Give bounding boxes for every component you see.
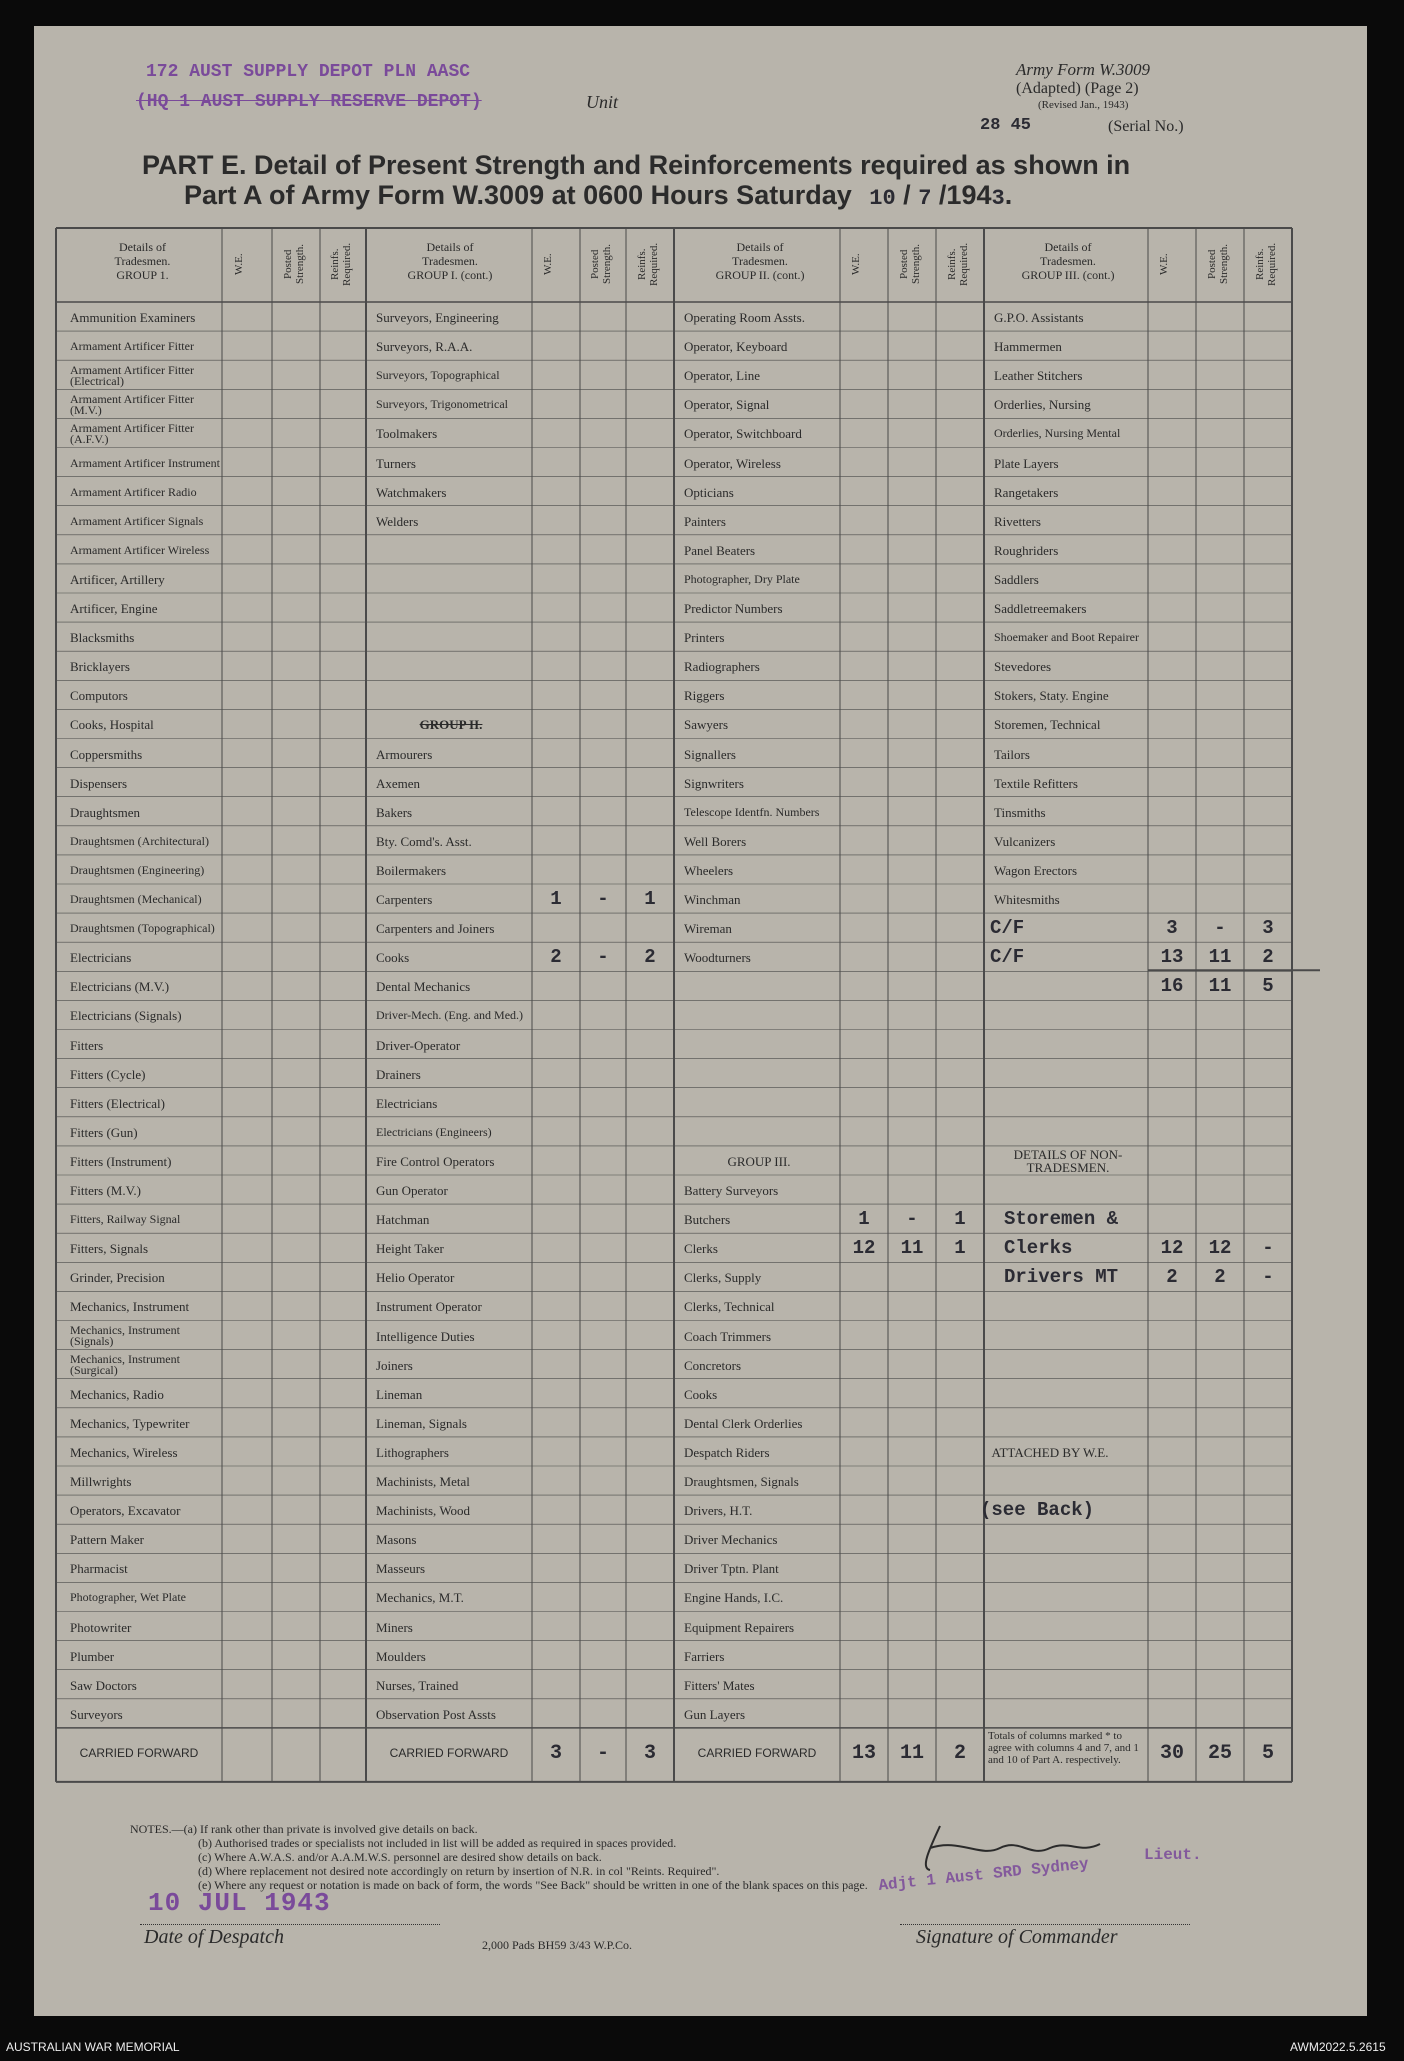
col2-row-label: Driver-Mech. (Eng. and Med.) [376,1008,524,1023]
col2-row-label: Dental Mechanics [376,979,471,995]
col4-row-label: Whitesmiths [994,892,1060,908]
col4-row-label: Stokers, Staty. Engine [994,688,1109,704]
cf-group1c-value: 3 [643,1741,656,1765]
col1-row-label: Fitters (M.V.) [70,1183,141,1199]
commander-signature [900,1818,1120,1878]
col2-row-label: Helio Operator [376,1270,455,1286]
col2-row-label: Bakers [376,804,413,820]
col2-row-label: Welders [376,513,419,529]
col4-row-label: Roughriders [994,542,1059,558]
col3-row-label: Telescope Identfn. Numbers [684,804,820,819]
cf-group2c-value: 13 [851,1741,876,1765]
col3-row-label: Clerks, Technical [684,1299,775,1315]
col1-row-label: Armament Artificer Signals [70,513,204,528]
storemen-label: Storemen & [1004,1208,1119,1231]
col3-row-label: Photographer, Dry Plate [684,571,800,586]
col3-row-label: Driver Mechanics [684,1532,778,1548]
col4-row-label: Tinsmiths [994,804,1046,820]
col1-row-label: Pharmacist [70,1561,128,1577]
col1-row-label: Artificer, Engine [70,601,158,617]
col3-row-label: Cooks [684,1386,718,1402]
group2c-header: Details of Tradesmen. GROUP II. (cont.) [715,240,805,282]
col3-row-label: Gun Layers [684,1706,746,1722]
col1-row-label: Photographer, Wet Plate [70,1590,186,1605]
col3-row-label: Operator, Switchboard [684,426,802,442]
col1-row-label: Armament Artificer Fitter (Electrical) [70,362,194,388]
col3-row-label: Coach Trimmers [684,1328,772,1344]
col1-row-label: Mechanics, Typewriter [70,1415,190,1431]
col2-row-label: Cooks [376,950,410,966]
col1-row-label: Armament Artificer Fitter (M.V.) [70,391,194,417]
signature-stamp: Adjt 1 Aust SRD Sydney [877,1855,1090,1895]
col2-row-label: Masseurs [376,1561,426,1577]
col2-row-label: Fire Control Operators [376,1153,495,1169]
col3-row-label: GROUP III. [727,1153,791,1169]
clerks-value: 11 [900,1237,924,1260]
col1-row-label: Bricklayers [70,659,130,675]
col3-row-label: Operator, Wireless [684,455,781,471]
signature-of-commander-label: Signature of Commander [916,1926,1118,1948]
col1-row-label: Saw Doctors [70,1677,137,1693]
col3-row-label: Battery Surveyors [684,1183,779,1199]
col1-row-label: Fitters (Cycle) [70,1066,146,1082]
col1-row-label: Blacksmiths [70,630,135,646]
col3-row-label: Signwriters [684,775,744,791]
col3-row-label: Panel Beaters [684,542,756,558]
carried-forward-1-value: 3 [1262,917,1274,940]
col1-row-label: Draughtsmen (Architectural) [70,833,209,848]
col2-row-label: Boilermakers [376,862,447,878]
col2-row-label: Nurses, Trained [376,1677,459,1693]
col3-row-label: Drivers, H.T. [684,1503,753,1519]
col1-row-label: Grinder, Precision [70,1270,165,1286]
col1-row-label: Operators, Excavator [70,1503,181,1519]
col4-row-label: Hammermen [994,339,1062,355]
col1-row-label: Surveyors [70,1706,123,1722]
col2-row-label: Surveyors, Engineering [376,310,499,326]
col4-row-label: Vulcanizers [994,833,1056,849]
carried-forward-2-value: 2 [1262,946,1274,969]
serial-label: (Serial No.) [1108,118,1184,135]
col3-row-label: Equipment Repairers [684,1619,795,1635]
date-year-suffix: 3 [991,186,1005,211]
col4-row-label: ATTACHED BY W.E. [991,1444,1109,1460]
col4-row-label: Orderlies, Nursing Mental [994,426,1121,441]
printer-imprint: 2,000 Pads BH59 3/43 W.P.Co. [482,1938,633,1952]
totals-note: Totals of columns marked * to agree with columns 4 and 7, and 1 and 10 of Part A. respectively. [988,1729,1139,1766]
title-end: . [1004,180,1013,210]
carried-forward-1-value: - [1214,917,1226,940]
col3-row-label: Farriers [684,1648,725,1664]
col4-row-label: Leather Stitchers [994,368,1083,384]
col2-row-label: Lithographers [376,1444,449,1460]
title-line2-text: Part A of Army Form W.3009 at 0600 Hours Saturday [184,180,852,210]
col3-row-label: Sawyers [684,717,729,733]
carried-forward-total-value: 11 [1208,975,1232,998]
date-of-despatch-label: Date of Despatch [144,1926,284,1948]
col1-row-label: Armament Artificer Radio [70,484,197,499]
col1-row-label: Draughtsmen (Mechanical) [70,892,202,907]
carried-forward-total-value: 5 [1262,975,1274,998]
col2-row-label: Hatchman [376,1212,430,1228]
col3-row-label: Driver Tptn. Plant [684,1561,779,1577]
carried-forward-1-value: 3 [1166,917,1178,940]
col2-row-label: Masons [376,1532,417,1548]
carpenters-value: 1 [550,888,562,910]
col1-row-label: Artificer, Artillery [70,571,165,587]
form-revised: (Revised Jan., 1943) [1038,99,1129,111]
col2-row-label: Axemen [376,775,421,791]
group3c-header: Details of Tradesmen. GROUP III. (cont.) [1021,240,1115,282]
see-back-label: (see Back) [980,1499,1095,1522]
col3-row-label: Riggers [684,688,725,704]
col2-row-label: Miners [376,1619,413,1635]
col2-row-label: Surveyors, R.A.A. [376,339,473,355]
col2-row-label: Machinists, Wood [376,1503,471,1519]
subheader-we-1: W.E. [233,253,245,275]
note-b: (b) Authorised trades or specialists not included in list will be added as required in spaces provided. [198,1836,677,1850]
col3-row-label: Well Borers [684,833,747,849]
col3-row-label: Predictor Numbers [684,601,783,617]
unit-stamp-line1: 172 AUST SUPPLY DEPOT PLN AASC [146,62,471,82]
col1-row-label: Millwrights [70,1474,132,1490]
col1-row-label: Cooks, Hospital [70,717,154,733]
subheader-posted-4: Posted Strength. [1206,243,1230,285]
col4-row-label: Stevedores [994,659,1052,675]
col1-row-label: Mechanics, Instrument (Surgical) [70,1352,180,1378]
col1-row-label: Armament Artificer Wireless [70,542,210,557]
title-line1: PART E. Detail of Present Strength and Reinforcements required as shown in [142,150,1131,180]
col1-row-label: Ammunition Examiners [70,310,196,326]
cf-totals-value: 25 [1207,1741,1232,1765]
cf-totals-value: 30 [1159,1741,1184,1765]
clerks-label: Clerks [1004,1237,1073,1260]
col1-row-label: Armament Artificer Instrument [70,455,220,470]
col4-row-label: Saddlers [994,571,1039,587]
col2-row-label: Instrument Operator [376,1299,482,1315]
col4-row-label: Tailors [994,746,1030,762]
col2-row-label: Watchmakers [376,484,447,500]
col2-row-label: Toolmakers [376,426,438,442]
col1-row-label: Photowriter [70,1619,132,1635]
col3-row-label: Operator, Keyboard [684,339,788,355]
col3-row-label: Winchman [684,892,741,908]
col3-row-label: Despatch Riders [684,1444,770,1460]
carried-forward-label-group2c: CARRIED FORWARD [697,1745,817,1760]
lieut-stamp: Lieut. [1144,1846,1202,1864]
carried-forward-2-value: 11 [1208,946,1232,969]
subheader-we-2: W.E. [542,253,554,275]
col2-row-label: Carpenters [376,892,433,908]
col3-row-label: Engine Hands, I.C. [684,1590,784,1606]
date-day: 10 [869,186,896,211]
cooks-group2-value: - [597,946,609,969]
col1-row-label: Fitters (Gun) [70,1124,138,1140]
col2-row-label: Drainers [376,1066,421,1082]
col2-row-label: Moulders [376,1648,426,1664]
cf-label-1: C/F [990,917,1025,940]
clerks-value: 12 [852,1237,876,1260]
clerks-value: 1 [954,1237,966,1260]
cf-group2c-value: 2 [953,1741,966,1765]
col3-row-label: Concretors [684,1357,742,1373]
col3-row-label: Signallers [684,746,736,762]
cooks-group2-value: 2 [550,946,562,969]
group1c-header: Details of Tradesmen. GROUP I. (cont.) [407,240,493,282]
col3-row-label: Operator, Line [684,368,761,384]
col2-row-label: Joiners [376,1357,413,1373]
drivers-mt-value: - [1262,1266,1274,1289]
storemen-clerks-value: 12 [1160,1237,1184,1260]
cf-totals-value: 5 [1261,1741,1274,1765]
carried-forward-total-value: 16 [1160,975,1184,998]
subheader-posted-3: Posted Strength. [898,243,922,285]
right-reference: AWM2022.5.2615 [1290,2040,1386,2054]
col1-row-label: Electricians (Signals) [70,1008,182,1024]
col1-row-label: Mechanics, Wireless [70,1444,178,1460]
col2-row-label: Turners [376,455,416,471]
col4-row-label: Orderlies, Nursing [994,397,1091,413]
col4-row-label: Rangetakers [994,484,1059,500]
cf-group1c-value: 3 [549,1741,562,1765]
col1-row-label: Armament Artificer Fitter [70,339,194,354]
carried-forward-label-group1c: CARRIED FORWARD [389,1745,509,1760]
col3-row-label: Operator, Signal [684,397,770,413]
col2-row-label: Driver-Operator [376,1037,461,1053]
drivers-mt-label: Drivers MT [1004,1266,1119,1289]
date-month: 7 [918,186,932,211]
col4-row-label: Shoemaker and Boot Repairer [994,630,1139,645]
col2-row-label: Lineman, Signals [376,1415,467,1431]
col2-row-label: Height Taker [376,1241,444,1257]
col3-row-label: Butchers [684,1212,731,1228]
cf-label-2: C/F [990,946,1025,969]
col2-row-label: Armourers [376,746,433,762]
subheader-posted-2: Posted Strength. [589,243,613,285]
col3-row-label: Wireman [684,921,732,937]
unit-stamp-line2: (HQ 1 AUST SUPPLY RESERVE DEPOT) [136,92,482,112]
drivers-mt-value: 2 [1166,1266,1178,1289]
col2-row-label: Carpenters and Joiners [376,921,495,937]
subheader-reinfs-3: Reinfs. Required. [946,242,970,286]
carpenters-value: 1 [644,888,656,910]
col3-row-label: Printers [684,630,725,646]
subheader-we-4: W.E. [1158,253,1170,275]
form-number: Army Form W.3009 [1016,60,1150,79]
col1-row-label: Mechanics, Instrument [70,1299,190,1315]
col1-row-label: Mechanics, Radio [70,1386,164,1402]
storemen-clerks-value: 12 [1208,1237,1232,1260]
col2-row-label: Surveyors, Trigonometrical [376,397,508,412]
col3-row-label: Fitters' Mates [684,1677,755,1693]
group1-header: Details of Tradesmen. GROUP 1. [114,240,171,282]
col4-row-label: Storemen, Technical [994,717,1101,733]
signature-line [900,1924,1190,1925]
col2-row-label: Surveyors, Topographical [376,368,500,383]
subheader-we-3: W.E. [850,253,862,275]
col4-row-label: Plate Layers [994,455,1059,471]
col4-row-label: Saddletreemakers [994,601,1087,617]
col2-row-label: GROUP II. [419,717,483,733]
form-adapted: (Adapted) (Page 2) [1016,80,1139,97]
col3-row-label: Operating Room Assts. [684,310,805,326]
butchers-value: - [906,1208,918,1231]
note-d: (d) Where replacement not desired note accordingly on return by insertion of N.R. in col "Reints. Required". [198,1864,720,1878]
col2-row-label: Electricians (Engineers) [376,1124,492,1139]
unit-label: Unit [586,92,619,112]
col2-row-label: Observation Post Assts [376,1706,496,1722]
col2-row-label: Lineman [376,1386,423,1402]
col4-row-label: Wagon Erectors [994,862,1078,878]
col1-row-label: Electricians [70,950,132,966]
date-year-prefix: /194 [938,180,992,210]
col1-row-label: Draughtsmen (Engineering) [70,862,205,877]
col1-row-label: Fitters, Signals [70,1241,149,1257]
carpenters-value: - [597,888,609,910]
note-a: NOTES.—(a) If rank other than private is involved give details on back. [130,1822,478,1836]
left-credit: AUSTRALIAN WAR MEMORIAL [6,2040,180,2054]
col4-row-label: DETAILS OF NON-TRADESMEN. [1013,1147,1123,1176]
cf-group2c-value: 11 [899,1741,924,1765]
col3-row-label: Woodturners [684,950,751,966]
col1-row-label: Fitters (Electrical) [70,1095,165,1111]
col1-row-label: Fitters [70,1037,104,1053]
note-c: (c) Where A.W.A.S. and/or A.A.M.W.S. personnel are desired show details on back. [198,1850,602,1864]
col4-row-label: G.P.O. Assistants [994,310,1084,326]
col1-row-label: Armament Artificer Fitter (A.F.V.) [70,420,194,446]
col4-row-label: Rivetters [994,513,1041,529]
col3-row-label: Clerks [684,1241,718,1257]
subheader-reinfs-1: Reinfs. Required. [329,242,353,286]
col2-row-label: Intelligence Duties [376,1328,475,1344]
col2-row-label: Mechanics, M.T. [376,1590,464,1606]
butchers-value: 1 [858,1208,870,1231]
col1-row-label: Plumber [70,1648,115,1664]
col1-row-label: Coppersmiths [70,746,143,762]
carried-forward-label-group1: CARRIED FORWARD [79,1745,199,1760]
cooks-group2-value: 2 [644,946,656,969]
col3-row-label: Opticians [684,484,734,500]
drivers-mt-value: 2 [1214,1266,1226,1289]
col1-row-label: Mechanics, Instrument (Signals) [70,1323,180,1349]
serial-number-value: 28 45 [980,116,1032,135]
col1-row-label: Computors [70,688,128,704]
col2-row-label: Electricians [376,1095,438,1111]
col3-row-label: Painters [684,513,726,529]
despatch-line [140,1924,440,1925]
col2-row-label: Machinists, Metal [376,1474,470,1490]
col3-row-label: Wheelers [684,862,734,878]
subheader-reinfs-4: Reinfs. Required. [1254,242,1278,286]
col1-row-label: Draughtsmen [70,804,141,820]
subheader-reinfs-2: Reinfs. Required. [636,242,660,286]
col1-row-label: Electricians (M.V.) [70,979,170,995]
col2-row-label: Gun Operator [376,1183,448,1199]
col3-row-label: Draughtsmen, Signals [684,1474,799,1490]
storemen-clerks-value: - [1262,1237,1274,1260]
despatch-date-stamp: 10 JUL 1943 [148,1888,331,1918]
col1-row-label: Dispensers [70,775,128,791]
subheader-posted-1: Posted Strength. [282,243,306,285]
col1-row-label: Pattern Maker [70,1532,145,1548]
note-e: (e) Where any request or notation is made on back of form, the words "See Back" should be written in one of the blank spaces on this page. [198,1878,868,1892]
col3-row-label: Dental Clerk Orderlies [684,1415,803,1431]
col3-row-label: Clerks, Supply [684,1270,762,1286]
cf-group1c-value: - [596,1741,609,1765]
date-separator: / [903,180,911,210]
col1-row-label: Fitters, Railway Signal [70,1212,181,1227]
col2-row-label: Bty. Comd's. Asst. [376,833,472,849]
col1-row-label: Fitters (Instrument) [70,1153,172,1169]
carried-forward-2-value: 13 [1160,946,1184,969]
col3-row-label: Radiographers [684,659,760,675]
butchers-value: 1 [954,1208,966,1231]
col1-row-label: Draughtsmen (Topographical) [70,921,215,936]
col4-row-label: Textile Refitters [994,775,1078,791]
